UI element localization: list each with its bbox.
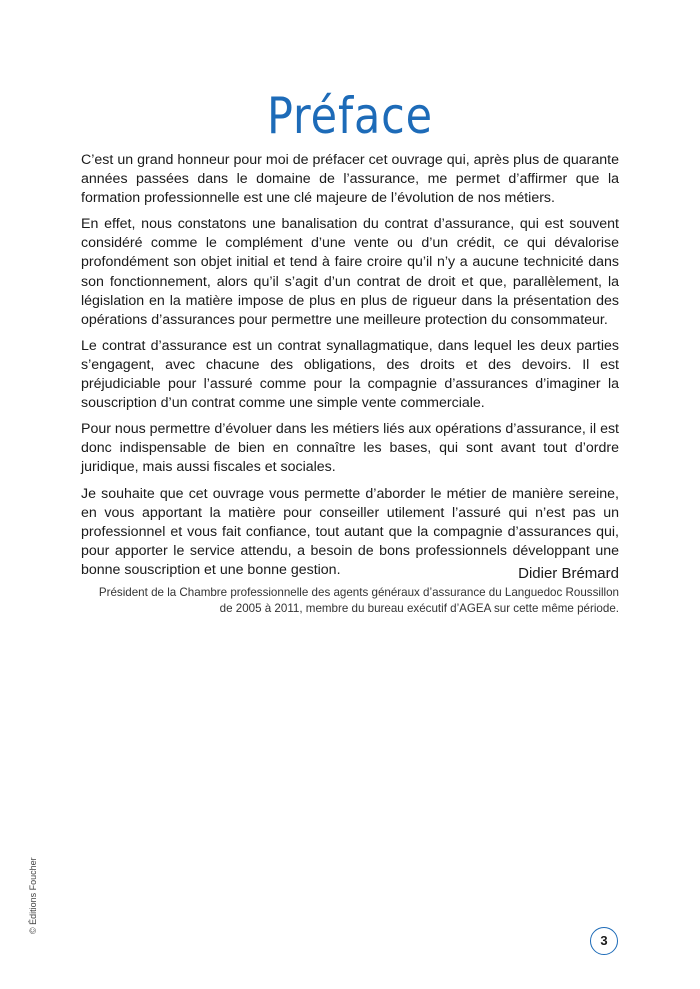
- signature-name: Didier Brémard: [518, 565, 619, 582]
- copyright-notice: © Éditions Foucher: [28, 857, 38, 934]
- signature-role-line-1: Président de la Chambre professionnelle des agents généraux d’assurance du Languedoc Roussillon: [98, 586, 619, 599]
- signature-role-line-2: de 2005 à 2011, membre du bureau exécutif d’AGEA sur cette même période.: [219, 601, 619, 615]
- page-number-badge: 3: [590, 927, 618, 955]
- paragraph-3: Le contrat d’assurance est un contrat synallagmatique, dans lequel les deux parties s’engagent, avec chacune des obligations, des droits et des devoirs. Il est préjudiciable pour l’assuré comme pour la compagnie d’assurances d’imaginer la souscription d’un contrat comme une simple vente commerciale.: [81, 337, 619, 412]
- paragraph-4: Pour nous permettre d’évoluer dans les métiers liés aux opérations d’assurance, il est donc indispensable de bien en connaître les bases, qui sont avant tout d’ordre juridique, mais aussi fiscales et sociales.: [81, 421, 619, 476]
- preface-body: [81, 151, 619, 587]
- page-title: Préface: [267, 86, 433, 145]
- paragraph-1: C’est un grand honneur pour moi de préfacer cet ouvrage qui, après plus de quarante années passées dans le domaine de l’assurance, me permet d’affirmer que la formation professionnelle est une clé majeure de l’évolution de nos métiers.: [81, 152, 619, 207]
- paragraph-2: En effet, nous constatons une banalisation du contrat d’assurance, qui est souvent considéré comme le complément d’une vente ou d’un crédit, ce qui dévalorise profondément son objet initial et tend à faire croire qu’il n’y a aucune technicité dans son fonctionnement, alors qu’il s’agit d’un contrat de droit et que, parallèlement, la législation en la matière impose de plus en plus de rigueur dans la présentation des opérations d’assurances pour permettre une meilleure protection du consommateur.: [81, 216, 619, 328]
- signature-block: [81, 563, 619, 616]
- paragraph-5: Je souhaite que cet ouvrage vous permette d’aborder le métier de manière sereine, en vous apportant la matière pour conseiller utilement l’assuré qui n’est pas un professionnel et vous fait confiance, tout autant que la compagnie d’assurances qui, pour apporter le service attendu, a besoin de bons professionnels développant une bonne souscription et une bonne gestion.: [81, 485, 619, 578]
